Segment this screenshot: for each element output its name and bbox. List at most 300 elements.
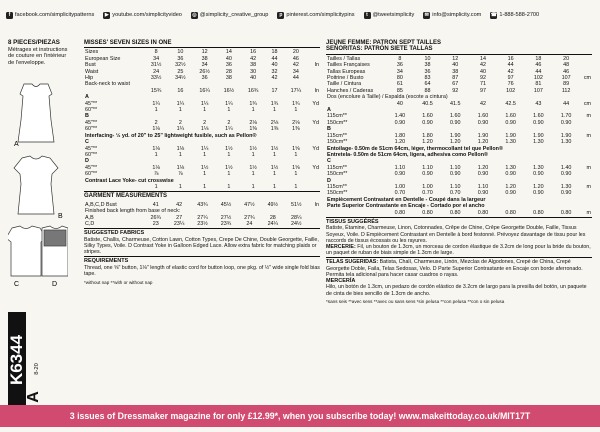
table-cell: 1.10 bbox=[422, 164, 433, 171]
table-cell: 16¼ bbox=[199, 87, 210, 94]
table-cell: 1¼ bbox=[225, 126, 233, 133]
row-label: Entoilage- 0.50m de 51cm 64cm, léger, thermocollant tel que Pellon® bbox=[327, 145, 503, 152]
table-cell: 102 bbox=[506, 87, 516, 94]
table-cell: 1.10 bbox=[450, 164, 461, 171]
table-cell: 1½ bbox=[270, 145, 279, 152]
unit-cell: m bbox=[586, 132, 591, 139]
table-cell: 33½ bbox=[150, 75, 162, 82]
row-label: Hanches / Caderas bbox=[327, 87, 374, 94]
table-cell: 1 bbox=[227, 151, 231, 158]
table-cell: 0.80 bbox=[505, 209, 516, 216]
table-cell: 36 bbox=[396, 62, 403, 69]
view-d-label: D bbox=[52, 281, 58, 288]
row-label: C bbox=[85, 139, 89, 146]
social-link[interactable] bbox=[191, 12, 268, 19]
table-cell: 1 bbox=[294, 107, 298, 114]
table-cell: 42 bbox=[507, 68, 514, 75]
table-cell: 10 bbox=[177, 49, 184, 56]
table-cell: 89 bbox=[563, 81, 570, 88]
row-label: Contrast Lace Yoke- cut crosswise bbox=[85, 177, 174, 184]
table-cell: 20 bbox=[292, 49, 299, 56]
pieces-line-2: de couture en l'intérieur bbox=[8, 53, 67, 60]
table-cell: 0.90 bbox=[394, 171, 406, 178]
table-cell: 1.60 bbox=[450, 113, 461, 120]
social-link[interactable] bbox=[103, 12, 182, 19]
view-c-label: C bbox=[14, 281, 20, 288]
social-text: @simplicity_creative_group bbox=[199, 12, 269, 18]
table-cell: 42.5 bbox=[505, 100, 516, 107]
table-cell: 20 bbox=[563, 55, 570, 62]
table-cell: 46 bbox=[563, 68, 570, 75]
mercerie-text: Fil, un bouton de 1.3cm, un morceau de cordon élastique de 3.2cm de long pour la bride du bouton, un paquet de ruban de biais simple de 1.3cm de large. bbox=[326, 243, 591, 257]
table-cell: 0.90 bbox=[394, 119, 406, 126]
row-label: Tailles / Tallas bbox=[327, 55, 361, 62]
table-cell: 1⅛ bbox=[200, 126, 209, 133]
table-cell: 102 bbox=[533, 75, 543, 82]
table-cell: 17 bbox=[271, 87, 278, 94]
table-cell: 1¼ bbox=[225, 100, 233, 107]
social-text: 1-888-588-2700 bbox=[499, 12, 540, 18]
table-cell: 34 bbox=[396, 68, 403, 75]
table-cell: 1⅛ bbox=[152, 126, 160, 133]
table-cell: 87 bbox=[452, 75, 459, 82]
row-label: Tallas Europeas bbox=[327, 68, 366, 75]
table-cell: 42 bbox=[479, 62, 486, 69]
garment-measurement-table bbox=[84, 202, 320, 228]
table-cell: 1 bbox=[203, 107, 207, 114]
table-cell: 0.90 bbox=[505, 171, 516, 178]
pieces-info bbox=[8, 40, 78, 66]
table-cell: 0.90 bbox=[533, 190, 544, 197]
table-cell: 24 bbox=[246, 220, 253, 227]
row-label: 150cm** bbox=[327, 139, 348, 146]
table-cell: 0.90 bbox=[477, 190, 489, 197]
row-label: 60"** bbox=[85, 171, 98, 178]
table-cell: 1⅝ bbox=[292, 164, 300, 171]
table-cell: 0.90 bbox=[422, 171, 433, 178]
row-label: 45"** bbox=[85, 119, 98, 126]
row-label: Interfacing- ½ yd. of 20" to 25" lightweight fusible, such as Pellon® bbox=[85, 132, 257, 139]
fabrics-text: Batiste, Challis, Charmeuse, Cotton Lawn, Cotton Types, Crepe De Chine, Double Georgette, Faille, Silky Types, Voile. D Contrast Yoke in Galloon Edged Lace. Allow extra fabric for matching plaids or stripes. bbox=[84, 236, 319, 256]
table-cell: 10 bbox=[424, 55, 431, 62]
tissus-text: Batiste, Étamine, Charmeuse, Linon, Cotonnades, Crêpe de Chine, Crêpe Georgette Double, Faille, Tissus Soyeux, Voile. D Empiècement Contrastant en Dentelle à bord festonné. Prévoyez davantage de tissu pour les raccords de tissus écossais ou les rayures. bbox=[326, 225, 586, 244]
table-cell: 1.60 bbox=[422, 113, 433, 120]
table-cell: 42 bbox=[250, 55, 257, 62]
table-cell: 1¼ bbox=[200, 100, 209, 107]
table-cell: 1¼ bbox=[176, 100, 185, 107]
table-cell: 34 bbox=[153, 55, 160, 62]
table-cell: 0.70 bbox=[394, 190, 406, 197]
table-cell: 1.60 bbox=[505, 113, 516, 120]
table-cell: 2 bbox=[178, 119, 182, 126]
mercerie-header: MERCERIE: bbox=[326, 243, 356, 250]
row-label: B bbox=[327, 126, 331, 133]
table-cell: 1 bbox=[203, 183, 207, 190]
row-label: Empiècement Contrastant en Dentelle - Coupé dans la largeur bbox=[327, 196, 486, 203]
table-cell: 1⅛ bbox=[176, 145, 185, 152]
table-cell: 1.70 bbox=[560, 113, 572, 120]
divider bbox=[84, 228, 320, 229]
table-cell: 1.20 bbox=[450, 139, 461, 146]
table-cell: 40 bbox=[250, 75, 257, 82]
table-cell: 2 bbox=[227, 119, 231, 126]
table-cell: 1.90 bbox=[450, 132, 461, 139]
view-a-label: A bbox=[14, 141, 19, 148]
table-cell: 0.90 bbox=[422, 119, 433, 126]
table-cell: 1 bbox=[251, 107, 255, 114]
table-cell: 1¼ bbox=[176, 126, 185, 133]
youtube-icon: ▶ bbox=[104, 11, 109, 18]
table-cell: 1.60 bbox=[477, 113, 489, 120]
table-cell: 2 bbox=[203, 119, 207, 126]
table-cell: 36 bbox=[424, 68, 431, 75]
table-cell: 42 bbox=[292, 62, 299, 69]
table-cell: 1 bbox=[272, 183, 276, 190]
mercerie-block bbox=[326, 244, 592, 256]
pieces-title: 8 PIECES/PIEZAS bbox=[8, 39, 60, 46]
row-label: Parte Superior Contrastante en Encaje - Cortado por el ancho bbox=[327, 203, 485, 210]
metric-section bbox=[326, 40, 592, 305]
table-cell: 1¾ bbox=[270, 100, 279, 107]
email-icon: ✉ bbox=[424, 11, 429, 18]
row-label: A bbox=[85, 94, 89, 101]
table-cell: 1.20 bbox=[505, 183, 516, 190]
technical-drawings bbox=[8, 80, 68, 300]
table-cell: 44 bbox=[563, 100, 570, 107]
table-cell: 17¼ bbox=[290, 87, 302, 94]
table-cell: 40 bbox=[479, 68, 486, 75]
table-cell: 85 bbox=[396, 87, 403, 94]
unit-cell: Yd bbox=[312, 119, 319, 126]
table-cell: 18 bbox=[271, 49, 278, 56]
table-cell: 2⅛ bbox=[249, 119, 257, 126]
table-cell: 97 bbox=[507, 75, 514, 82]
table-cell: 38 bbox=[250, 62, 257, 69]
table-cell: 0.70 bbox=[450, 190, 461, 197]
table-cell: 1.10 bbox=[477, 183, 489, 190]
row-label bbox=[84, 184, 144, 190]
table-cell: 40.5 bbox=[422, 100, 433, 107]
table-cell: 1 bbox=[154, 151, 158, 158]
unit-cell: In bbox=[314, 87, 319, 94]
view-c-drawing bbox=[8, 226, 46, 276]
row-label: Entretela- 0.50m de 51cm 64cm, ligera, adhesiva como Pellon® bbox=[327, 151, 488, 158]
requirements-header: REQUIREMENTS bbox=[84, 258, 129, 265]
table-cell: 1 bbox=[251, 171, 255, 178]
row-label: 115cm** bbox=[327, 132, 347, 139]
table-cell: 24½ bbox=[291, 220, 302, 227]
table-cell: 40 bbox=[225, 55, 232, 62]
unit-cell: Yd bbox=[312, 164, 319, 171]
table-cell: 1.60 bbox=[533, 113, 544, 120]
table-cell: 2 bbox=[154, 119, 158, 126]
table-cell: 1.90 bbox=[505, 132, 516, 139]
table-cell: 1.00 bbox=[394, 183, 406, 190]
table-cell: 27¼ bbox=[197, 214, 208, 221]
table-cell: 16 bbox=[250, 49, 257, 56]
table-cell: 1 bbox=[178, 183, 182, 190]
table-cell: 40 bbox=[396, 100, 403, 107]
social-text: info@simplicity.com bbox=[432, 12, 482, 18]
telas-block bbox=[326, 259, 592, 278]
merceria-text: Hilo, un botón de 1.3cm, un pedazo de cordón elástico de 3.2cm de largo para la presilla del botón, un paquete de cinta de bies sencillo de 1.3cm de ancho. bbox=[326, 284, 587, 297]
row-label: European Size bbox=[85, 55, 121, 62]
unit-cell: In bbox=[314, 201, 319, 208]
pattern-code-bar bbox=[8, 312, 26, 407]
unit-cell: m bbox=[586, 113, 591, 120]
table-cell: 112 bbox=[561, 87, 571, 94]
table-cell: 71 bbox=[479, 81, 486, 88]
row-label bbox=[326, 210, 386, 216]
table-cell: 1.20 bbox=[394, 139, 406, 146]
row-label: 115cm** bbox=[327, 113, 347, 120]
table-cell: 15¾ bbox=[150, 87, 162, 94]
table-cell: 0.80 bbox=[450, 209, 461, 216]
table-cell: 36 bbox=[201, 75, 208, 82]
row-label: 150cm** bbox=[327, 190, 348, 197]
table-cell: 97 bbox=[479, 87, 486, 94]
table-cell: 1 bbox=[227, 171, 231, 178]
table-cell: 2⅛ bbox=[270, 119, 279, 126]
table-cell: 0.90 bbox=[505, 190, 516, 197]
table-cell: 1.20 bbox=[533, 183, 544, 190]
table-cell: 1 bbox=[272, 151, 276, 158]
table-cell: 1 bbox=[294, 171, 298, 178]
table-cell: 1⅛ bbox=[152, 145, 160, 152]
social-link[interactable] bbox=[364, 12, 415, 19]
divider bbox=[326, 257, 592, 258]
table-cell: 27½ bbox=[220, 214, 232, 221]
table-cell: 28¼ bbox=[291, 214, 302, 221]
table-cell: 107 bbox=[561, 75, 571, 82]
size-letter: A bbox=[24, 391, 42, 403]
table-cell: 1½ bbox=[225, 145, 233, 152]
social-bar bbox=[6, 10, 594, 20]
table-cell: 0.90 bbox=[533, 119, 544, 126]
table-cell: 1.00 bbox=[422, 183, 433, 190]
table-cell: 8 bbox=[154, 49, 158, 56]
table-cell: 44 bbox=[292, 75, 299, 82]
view-b-label: B bbox=[58, 213, 63, 220]
row-label: 115cm** bbox=[327, 183, 347, 190]
table-cell: 1.30 bbox=[533, 164, 544, 171]
table-cell: 1¼ bbox=[152, 100, 160, 107]
table-cell: 0.90 bbox=[560, 171, 572, 178]
table-cell: 1 bbox=[294, 183, 298, 190]
table-cell: 16 bbox=[177, 87, 184, 94]
table-cell: 92 bbox=[452, 87, 459, 94]
table-cell: 0.90 bbox=[505, 119, 516, 126]
table-cell: 34½ bbox=[175, 75, 186, 82]
unit-cell: cm bbox=[583, 100, 591, 107]
row-label: 115cm** bbox=[327, 164, 347, 171]
table-cell: 44 bbox=[271, 55, 278, 62]
table-cell: 1 bbox=[227, 183, 231, 190]
table-cell: 0.80 bbox=[533, 209, 544, 216]
promo-banner[interactable] bbox=[0, 405, 600, 427]
table-cell: 14 bbox=[479, 55, 486, 62]
table-cell: 16 bbox=[507, 55, 514, 62]
view-b-drawing bbox=[14, 156, 58, 214]
table-cell: 1 bbox=[251, 183, 255, 190]
size-range: 8-20 bbox=[33, 363, 40, 375]
row-label: Dos (encolure à Taille) / Espalda (escote a cintura) bbox=[327, 94, 448, 101]
table-cell: 38 bbox=[424, 62, 431, 69]
row-label: Hip bbox=[85, 75, 94, 82]
footnote-left: *without nap **with or without nap bbox=[84, 280, 153, 286]
divider bbox=[326, 217, 592, 218]
table-cell: 36 bbox=[225, 62, 232, 69]
table-cell: 23¾ bbox=[220, 220, 232, 227]
table-cell: 1⅝ bbox=[292, 145, 300, 152]
table-cell: 1¾ bbox=[249, 100, 257, 107]
table-cell: 1.10 bbox=[394, 164, 406, 171]
row-label: 45"** bbox=[85, 164, 98, 171]
table-cell: 8 bbox=[398, 55, 402, 62]
unit-cell: m bbox=[586, 209, 591, 216]
table-cell: 1 bbox=[178, 151, 182, 158]
table-cell: ⅞ bbox=[178, 171, 183, 178]
row-label: B bbox=[85, 113, 89, 120]
table-cell: 0.90 bbox=[450, 171, 461, 178]
unit-cell bbox=[308, 221, 320, 227]
table-cell: 24¼ bbox=[267, 220, 279, 227]
table-cell: 44 bbox=[507, 62, 514, 69]
table-cell: 28 bbox=[225, 68, 232, 75]
table-cell: 1 bbox=[178, 107, 182, 114]
telas-header: TELAS SUGERIDAS: bbox=[326, 259, 379, 266]
table-cell: 27 bbox=[176, 214, 183, 221]
table-cell: 27¾ bbox=[244, 214, 255, 221]
table-cell: 26¾ bbox=[150, 214, 161, 221]
twitter-icon: t bbox=[364, 12, 371, 19]
table-cell: 1⅜ bbox=[292, 126, 300, 133]
row-label: 150cm** bbox=[327, 119, 348, 126]
row-label: Back-neck to waist bbox=[85, 81, 130, 88]
table-cell: 0.80 bbox=[560, 209, 572, 216]
table-cell: 18 bbox=[535, 55, 542, 62]
merceria-header: MERCERÍA bbox=[326, 278, 356, 284]
table-cell: 1.40 bbox=[560, 164, 572, 171]
table-cell: 1 bbox=[154, 107, 158, 114]
misses-measurement-table bbox=[84, 49, 320, 190]
table-cell: ⅞ bbox=[153, 171, 159, 178]
table-cell: 1½ bbox=[270, 164, 279, 171]
misses-section bbox=[84, 40, 320, 287]
social-link[interactable] bbox=[423, 12, 481, 19]
table-cell: 16¾ bbox=[247, 87, 259, 94]
table-cell: 0.90 bbox=[533, 171, 544, 178]
table-cell: 38 bbox=[225, 75, 232, 82]
table-cell: 36 bbox=[177, 55, 184, 62]
row-label: A bbox=[327, 107, 331, 114]
unit-cell: m bbox=[586, 164, 591, 171]
table-cell: 12 bbox=[452, 55, 459, 62]
table-cell: 1.20 bbox=[477, 139, 489, 146]
requirements-text: Thread, one ⅝" button, 1⅛" length of elastic cord for button loop, one pkg. of ½" wide single fold bias tape. bbox=[84, 264, 320, 277]
table-cell: 1.30 bbox=[505, 164, 516, 171]
table-cell: 1.40 bbox=[394, 113, 406, 120]
row-label: Poitrine / Busto bbox=[327, 75, 364, 82]
pieces-line-1: Métrages et instructions bbox=[8, 46, 68, 53]
table-cell: 49½ bbox=[267, 201, 279, 208]
table-cell: 83 bbox=[424, 75, 431, 82]
table-cell: 45½ bbox=[220, 201, 232, 208]
row-label: Taille / Cintura bbox=[327, 81, 362, 88]
divider bbox=[84, 191, 320, 192]
table-cell: 1 bbox=[272, 107, 276, 114]
row-label: D bbox=[85, 158, 89, 165]
table-row bbox=[84, 184, 320, 190]
row-label: 45"** bbox=[85, 145, 98, 152]
table-cell: 92 bbox=[479, 75, 486, 82]
view-a-drawing bbox=[18, 84, 54, 142]
table-cell: 1⅜ bbox=[249, 126, 257, 133]
promo-text: 3 issues of Dressmaker magazine for only £12.99*, when you subscribe today! www.makeittoday.co.uk/MIT17T bbox=[69, 411, 531, 421]
table-cell: 16½ bbox=[223, 87, 235, 94]
table-cell: 51½ bbox=[291, 201, 302, 208]
row-label: A,B bbox=[85, 214, 94, 221]
table-cell: 1.30 bbox=[560, 139, 572, 146]
unit-cell: m bbox=[586, 183, 591, 190]
table-cell: 1¼ bbox=[200, 145, 209, 152]
size-designation bbox=[24, 360, 46, 406]
pattern-code: K6344 bbox=[7, 334, 26, 385]
row-label: 60"** bbox=[85, 151, 98, 158]
social-text: facebook.com/simplicitypatterns bbox=[15, 12, 95, 18]
table-cell: 25 bbox=[177, 68, 184, 75]
jeune-header-2: SEÑORITAS: PATRÓN SIETE TALLAS bbox=[326, 46, 592, 54]
table-cell: 1⅜ bbox=[270, 126, 279, 133]
unit-cell: In bbox=[314, 62, 319, 69]
table-cell: 23¼ bbox=[173, 220, 185, 227]
instagram-icon: ◎ bbox=[192, 11, 197, 18]
table-cell: 1 bbox=[251, 151, 255, 158]
table-cell: 43 bbox=[535, 100, 542, 107]
table-cell: 1 bbox=[154, 183, 158, 190]
divider bbox=[84, 256, 320, 257]
table-cell: 1½ bbox=[225, 164, 233, 171]
table-cell: 0.80 bbox=[394, 209, 406, 216]
row-label: C bbox=[327, 158, 331, 165]
table-cell: 42 bbox=[479, 100, 486, 107]
misses-header: MISSES' SEVEN SIZES IN ONE bbox=[84, 40, 320, 48]
table-cell: 1¾ bbox=[292, 100, 300, 107]
table-cell: 46 bbox=[292, 55, 299, 62]
pinterest-icon: p bbox=[279, 11, 283, 18]
table-cell: 34 bbox=[292, 68, 299, 75]
table-cell: 42 bbox=[271, 75, 278, 82]
table-cell: 48 bbox=[563, 62, 570, 69]
table-cell: 2⅛ bbox=[292, 119, 300, 126]
phone-icon: ☎ bbox=[490, 11, 497, 18]
social-link[interactable] bbox=[6, 12, 94, 19]
table-cell: 38 bbox=[201, 55, 208, 62]
table-cell: 76 bbox=[507, 81, 514, 88]
table-cell: 32½ bbox=[175, 62, 186, 69]
garment-header: GARMENT MEASUREMENTS bbox=[84, 193, 168, 200]
telas-text: Batista, Chalí, Charmeuse, Linón, Mezclas de Algodones, Crepé de China, Crepé Georgette Doble, Faila, Telas Sedosas, Velo. D Parte Superior Contrastante en Encaje con borde aferronado. Permita tela adicional para hacer casar cuadros o rayas. bbox=[326, 259, 583, 278]
table-row bbox=[326, 210, 592, 216]
table-cell: 0.90 bbox=[477, 171, 489, 178]
table-cell: 1½ bbox=[200, 164, 209, 171]
table-cell: 1.10 bbox=[450, 183, 461, 190]
social-link[interactable] bbox=[490, 12, 539, 19]
table-cell: 23 bbox=[152, 220, 159, 227]
table-cell: 47½ bbox=[244, 201, 255, 208]
social-link[interactable] bbox=[277, 12, 354, 19]
table-cell: 28 bbox=[269, 214, 276, 221]
